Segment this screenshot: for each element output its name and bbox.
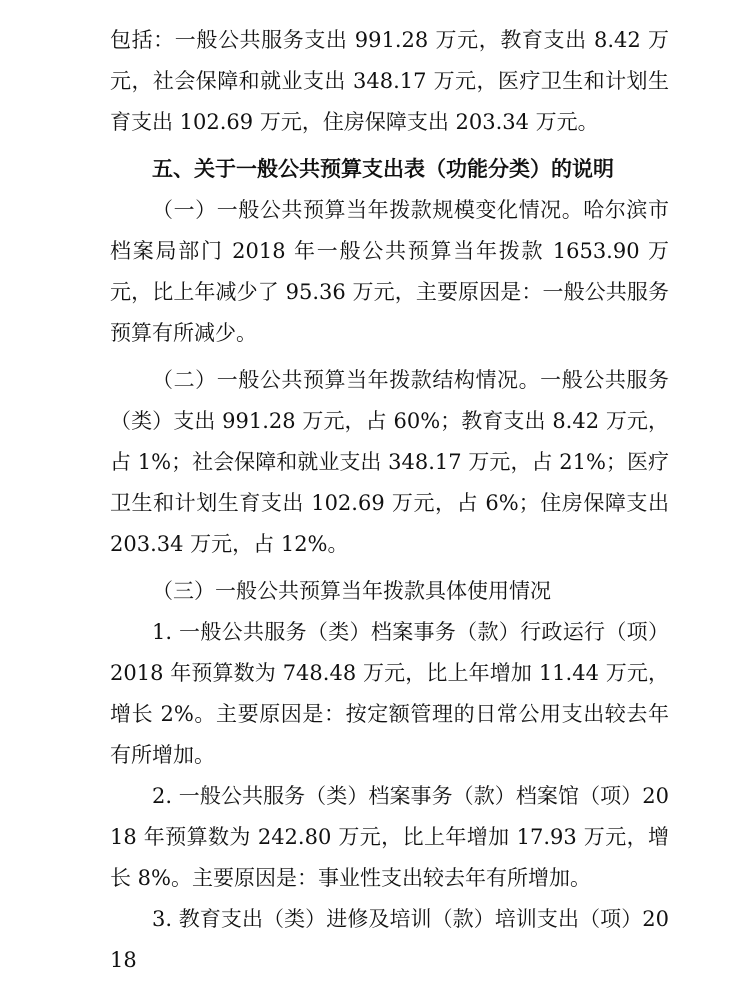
- section-heading-five: 五、关于一般公共预算支出表（功能分类）的说明: [152, 157, 614, 181]
- paragraph-appropriation-usage: （三）一般公共预算当年拨款具体使用情况: [152, 579, 551, 603]
- paragraph-appropriation-scale: （一）一般公共预算当年拨款规模变化情况。哈尔滨市档案局部门 2018 年一般公共预算当年拨款 1653.90 万元，比上年减少了 95.36 万元，主要原因是：一般公共服务预算有所减少。: [110, 198, 669, 345]
- paragraph-item-three: 3. 教育支出（类）进修及培训（款）培训支出（项）2018: [110, 907, 669, 972]
- paragraph-item-two: 2. 一般公共服务（类）档案事务（款）档案馆（项）2018 年预算数为 242.80 万元，比上年增加 17.93 万元，增长 8%。主要原因是：事业性支出较去年有所增加。: [110, 784, 669, 890]
- paragraph-item-one: 1. 一般公共服务（类）档案事务（款）行政运行（项）2018 年预算数为 748.48 万元，比上年增加 11.44 万元，增长 2%。主要原因是：按定额管理的日常公用支出较去年有所增加。: [110, 620, 669, 767]
- paragraph-expenditure-summary: 包括：一般公共服务支出 991.28 万元，教育支出 8.42 万元，社会保障和就业支出 348.17 万元，医疗卫生和计划生育支出 102.69 万元，住房保障支出 203.34 万元。: [110, 28, 669, 134]
- paragraph-appropriation-structure: （二）一般公共预算当年拨款结构情况。一般公共服务（类）支出 991.28 万元，占 60%；教育支出 8.42 万元，占 1%；社会保障和就业支出 348.17 万元，占 21%；医疗卫生和计划生育支出 102.69 万元，占 6%；住房保障支出 203.34 万元，占 12%。: [110, 368, 669, 556]
